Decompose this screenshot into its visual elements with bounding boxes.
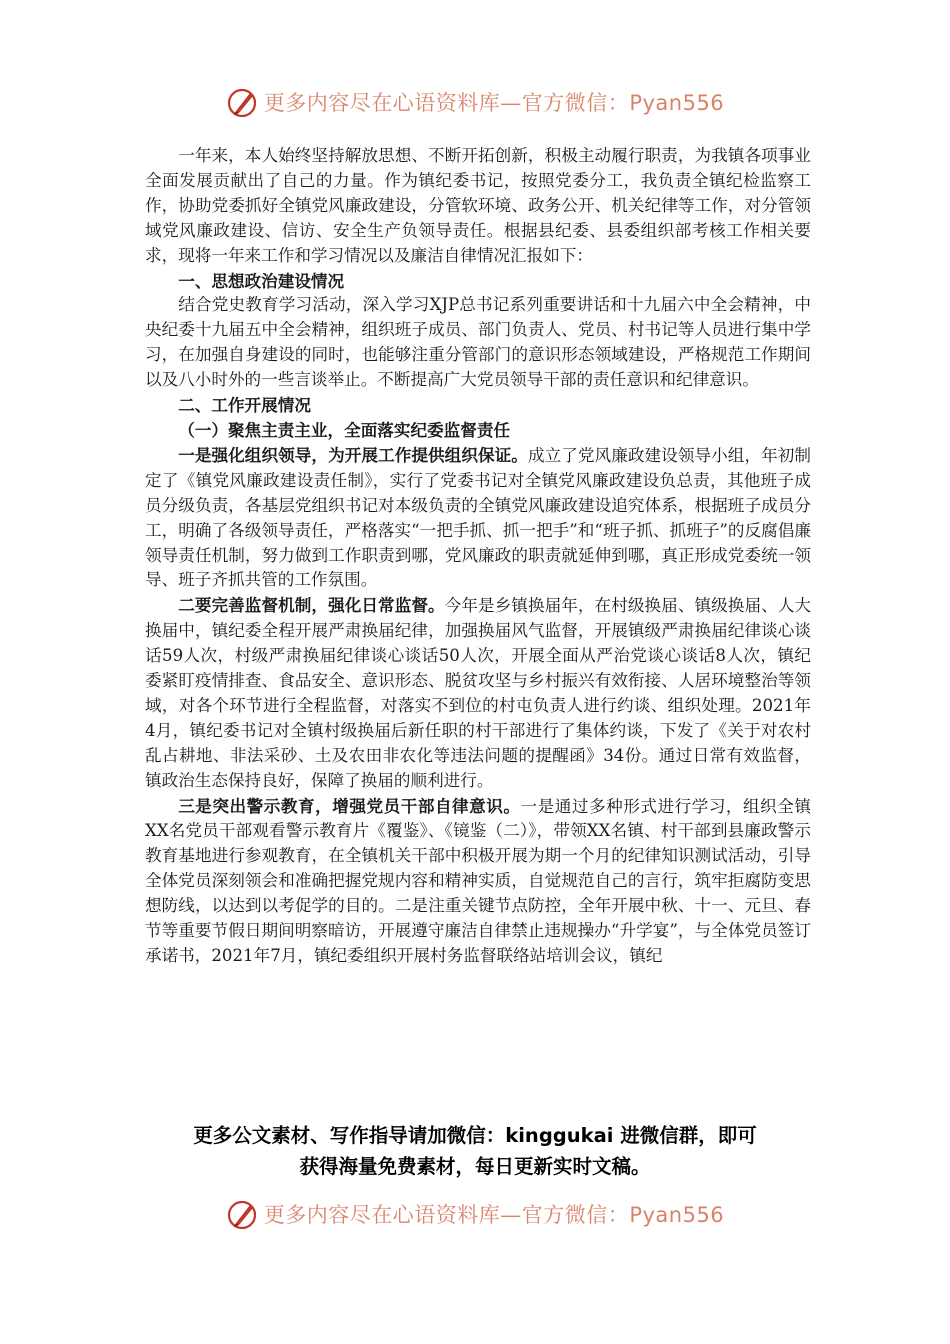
watermark-text-cn: 更多内容尽在心语资料库—官方微信： [263, 91, 630, 115]
lead-warning-education: 三是突出警示教育，增强党员干部自律意识。 [178, 795, 521, 816]
promo-line-2: 获得海量免费素材，每日更新实时文稿。 [299, 1155, 651, 1178]
text-organization: 成立了党风廉政建设领导小组，年初制定了《镇党风廉政建设责任制》，实行了党委书记对全镇党风廉政建设负总责，其他班子成员分级负责，各基层党组织书记对本级负责的全镇党风廉政建设追究体系，根据班子成员分工，明确了各级领导责任，严格落实“一把手抓、抓一把手”和“班子抓、抓班子”的反腐倡廉领导责任机制，努力做到工作职责到哪，党风廉政的职责就延伸到哪，真正形成党委统一领导、班子齐抓共管的工作氛围。 [145, 445, 812, 590]
text-supervision: 今年是乡镇换届年，在村级换届、镇级换届、人大换届中，镇纪委全程开展严肃换届纪律，加强换届风气监督，开展镇级严肃换届纪律谈心谈话59人次，村级严肃换届纪律谈心谈话50人次，开展全面从严治党谈心谈话8人次，镇纪委紧盯疫情排查、食品安全、意识形态、脱贫攻坚与乡村振兴有效衔接、人居环境整治等领域，对各个环节进行全程监督，对落实不到位的村屯负责人进行约谈、组织处理。2021年4月，镇纪委书记对全镇村级换届后新任职的村干部进行了集体约谈，下发了《关于对农村乱占耕地、非法采砂、土及农田非农化等违法问题的提醒函》34份。通过日常有效监督，镇政治生态保持良好，保障了换届的顺利进行。 [145, 596, 812, 790]
pen-logo-icon [226, 1197, 260, 1231]
watermark-header [0, 82, 950, 122]
watermark-wechat-id: Pyan556 [629, 91, 725, 115]
paragraph-supervision [145, 593, 811, 793]
heading-subsection-1: （一）聚焦主责主业，全面落实纪委监督责任 [178, 419, 511, 440]
paragraph-organization [145, 443, 811, 593]
promo-banner [120, 1120, 830, 1182]
paragraph-warning-education [145, 794, 811, 969]
document-body [145, 144, 811, 969]
watermark-text [264, 87, 724, 117]
heading-section-1: 一、思想政治建设情况 [178, 270, 345, 291]
watermark-text [264, 1199, 724, 1229]
watermark-footer [0, 1194, 950, 1234]
lead-supervision: 二要完善监督机制，强化日常监督。 [178, 595, 445, 616]
watermark-wechat-id: Pyan556 [629, 1203, 725, 1227]
watermark-text-cn: 更多内容尽在心语资料库—官方微信： [263, 1203, 630, 1227]
text-warning-education: 一是通过多种形式进行学习，组织全镇XX名党员干部观看警示教育片《覆鉴》、《镜鉴（二）》，带领XX名镇、村干部到县廉政警示教育基地进行参观教育，在全镇机关干部中积极开展为期一个月的纪律知识测试活动，引导全体党员深刻领会和准确把握党规内容和精神实质，自觉规范自己的言行，筑牢拒腐防变思想防线，以达到以考促学的目的。二是注重关键节点防控，全年开展中秋、十一、元旦、春节等重要节假日期间明察暗访，开展遵守廉洁自律禁止违规操办“升学宴”，与全体党员签订承诺书，2021年7月，镇纪委组织开展村务监督联络站培训会议，镇纪 [145, 796, 811, 965]
paragraph-political-study: 结合党史教育学习活动，深入学习XJP总书记系列重要讲话和十九届六中全会精神，中央纪委十九届五中全会精神，组织班子成员、部门负责人、党员、村书记等人员进行集中学习，在加强自身建设的同时，也能够注重分管部门的意识形态领域建设，严格规范工作期间以及八小时外的一些言谈举止。不断提高广大党员领导干部的责任意识和纪律意识。 [145, 295, 811, 390]
paragraph-intro: 一年来，本人始终坚持解放思想、不断开拓创新，积极主动履行职责，为我镇各项事业全面发展贡献出了自己的力量。作为镇纪委书记，按照党委分工，我负责全镇纪检监察工作，协助党委抓好全镇党风廉政建设，分管软环境、政务公开、机关纪律等工作，对分管领域党风廉政建设、信访、安全生产负领导责任。根据县纪委、县委组织部考核工作相关要求，现将一年来工作和学习情况以及廉洁自律情况汇报如下： [145, 146, 811, 265]
pen-logo-icon [226, 85, 260, 119]
heading-section-2: 二、工作开展情况 [178, 395, 311, 416]
promo-line-1: 更多公文素材、写作指导请加微信：kinggukai 进微信群，即可 [193, 1124, 757, 1147]
lead-organization: 一是强化组织领导，为开展工作提供组织保证。 [178, 444, 528, 465]
